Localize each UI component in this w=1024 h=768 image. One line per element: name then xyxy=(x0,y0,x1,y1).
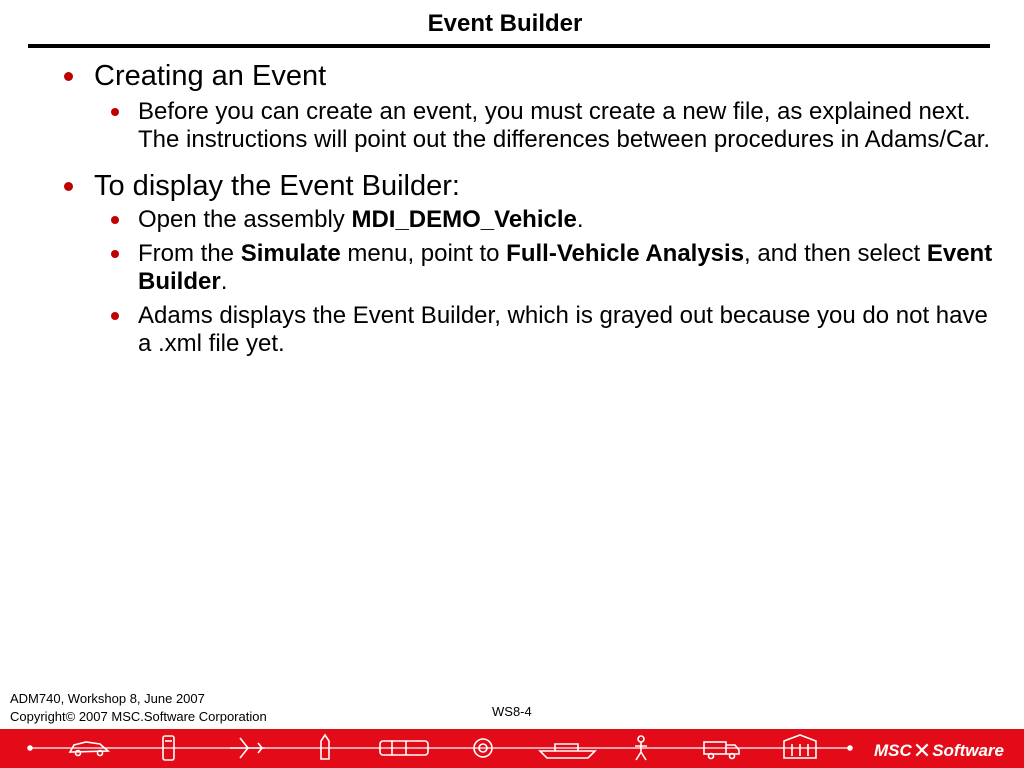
ship-icon xyxy=(540,744,595,758)
footer-info xyxy=(10,690,267,726)
industry-icons-strip xyxy=(0,729,870,768)
bullet-dot-icon xyxy=(111,312,119,320)
car-icon xyxy=(70,742,108,756)
slide-content xyxy=(0,60,1000,358)
sub-bullet-open-assembly: Open the assembly MDI_DEMO_Vehicle. xyxy=(138,206,1000,234)
building-icon xyxy=(784,735,816,758)
page-number: WS8-4 xyxy=(492,704,532,719)
sub-bullet-simulate-menu: From the Simulate menu, point to Full-Vehicle Analysis, and then select Event Builder. xyxy=(138,240,1000,296)
bullet-display-event-builder: To display the Event Builder: xyxy=(94,170,1000,202)
title-rule xyxy=(28,44,990,48)
bullet-creating-event: Creating an Event xyxy=(94,60,1000,92)
logo-x-icon: ✕ xyxy=(912,738,932,763)
airplane-icon xyxy=(230,738,265,758)
rocket-icon xyxy=(321,735,329,759)
truck-icon xyxy=(704,742,739,759)
bullet-dot-icon xyxy=(111,216,119,224)
bullet-dot-icon xyxy=(64,182,73,191)
footer-course: ADM740, Workshop 8, June 2007 xyxy=(10,691,205,706)
slide-title: Event Builder xyxy=(427,10,583,37)
footer-brand-bar xyxy=(0,729,1024,768)
bullet-dot-icon xyxy=(111,250,119,258)
bullet-dot-icon xyxy=(111,108,119,116)
footer-copyright: Copyright© 2007 MSC.Software Corporation xyxy=(10,709,267,724)
sub-bullet-grayed-out: Adams displays the Event Builder, which is grayed out because you do not have a .xml file yet. xyxy=(138,302,1000,358)
sub-bullet-new-file: Before you can create an event, you must create a new file, as explained next. The instructions will point out the differences between procedures in Adams/Car. xyxy=(138,98,1000,154)
bullet-dot-icon xyxy=(64,72,73,81)
msc-software-logo: MSC ✕ Software xyxy=(873,738,1004,763)
